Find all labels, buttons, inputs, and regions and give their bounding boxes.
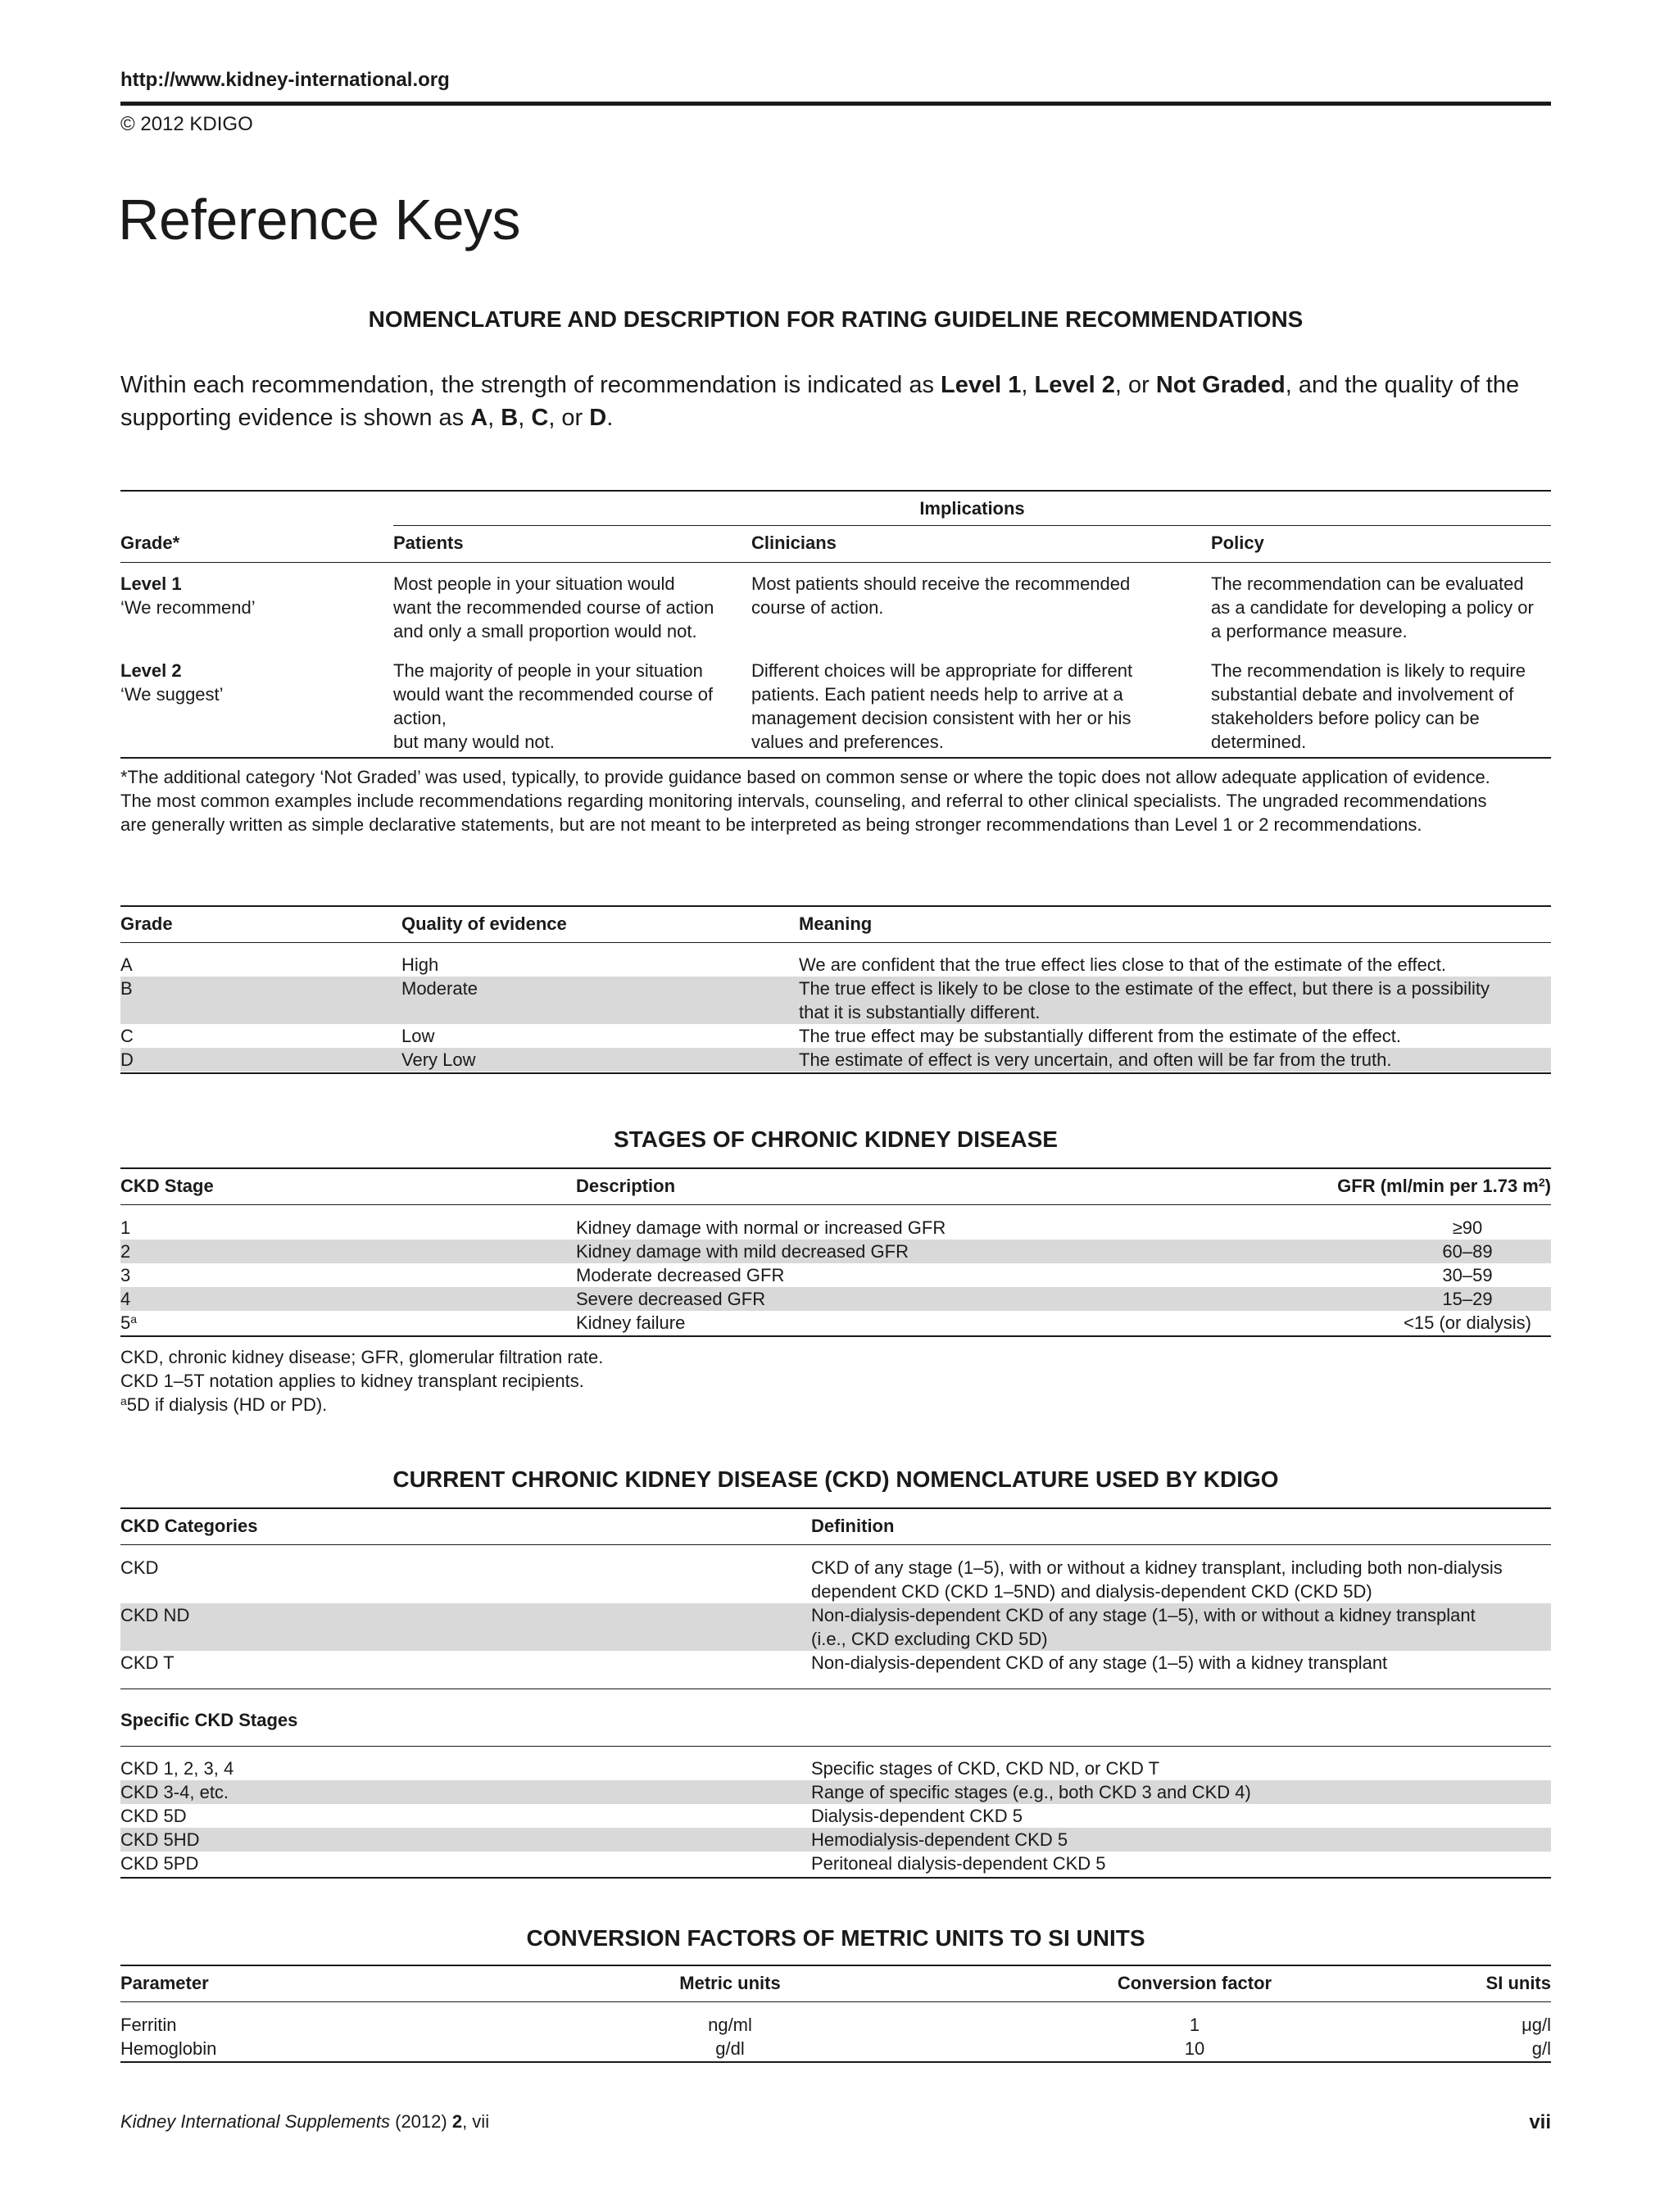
note-line: $^a$5D if dialysis (HD or PD). — [120, 1394, 328, 1415]
stage-gfr: 30–59 — [1442, 1265, 1493, 1285]
parameter-name: Hemoglobin — [120, 2038, 217, 2059]
conversion-section-title: CONVERSION FACTORS OF METRIC UNITS TO SI UNITS — [526, 1925, 1145, 1951]
grade-level: Level 1 — [120, 573, 182, 594]
ckd-stages-notes — [120, 1345, 1551, 1416]
cell-line: as a candidate for developing a policy or — [1211, 597, 1534, 618]
specific-stage: CKD 5HD — [120, 1829, 200, 1850]
cell-line: dependent CKD (CKD 1–5ND) and dialysis-dependent CKD (CKD 5D) — [811, 1581, 1372, 1602]
conversion-factor: 10 — [1184, 2038, 1205, 2059]
col-header-gfr: GFR (ml/min per 1.73 $m^2$) — [1337, 1176, 1551, 1196]
cell-line: course of action. — [751, 597, 884, 618]
table-rule — [120, 1965, 1551, 1966]
cell-line: The majority of people in your situation — [393, 660, 703, 681]
cell-line: patients. Each patient needs help to arrive at a — [751, 684, 1123, 705]
stage-number: 5$^a$ — [120, 1312, 138, 1333]
cell-line: CKD of any stage (1–5), with or without a kidney transplant, including both non-dialysis — [811, 1557, 1503, 1578]
col-header-quality: Quality of evidence — [401, 913, 567, 934]
table-rule — [120, 562, 1551, 563]
note-line: CKD 1–5T notation applies to kidney transplant recipients. — [120, 1371, 584, 1391]
col-header-si: SI units — [1485, 1973, 1551, 1993]
footnote-line: The most common examples include recommendations regarding monitoring intervals, counseling, and referral to other clinical specialists. The ungraded recommendations — [120, 791, 1487, 811]
stage-gfr: 15–29 — [1442, 1289, 1493, 1309]
cell-line: would want the recommended course of — [393, 684, 714, 705]
cell-line: determined. — [1211, 732, 1307, 752]
table-rule — [120, 1167, 1551, 1169]
evidence-grade: C — [120, 1026, 134, 1046]
page-title: Reference Keys — [118, 188, 521, 252]
specific-stage-definition: Dialysis-dependent CKD 5 — [811, 1806, 1023, 1826]
cell-line: (i.e., CKD excluding CKD 5D) — [811, 1629, 1048, 1649]
table-row — [120, 659, 224, 706]
evidence-quality: Moderate — [401, 978, 478, 999]
table-rule — [120, 490, 1551, 492]
note-line: CKD, chronic kidney disease; GFR, glomerular filtration rate. — [120, 1347, 604, 1367]
cell-line: want the recommended course of action — [393, 597, 714, 618]
table-rule — [120, 1204, 1551, 1205]
cell-line: but many would not. — [393, 732, 555, 752]
cell-line: that it is substantially different. — [799, 1002, 1041, 1022]
table-rule — [120, 1544, 1551, 1545]
col-header-clinicians: Clinicians — [751, 533, 837, 553]
policy-cell — [1211, 659, 1526, 754]
clinicians-cell — [751, 572, 1130, 619]
policy-cell — [1211, 572, 1534, 643]
nomenclature-table — [120, 1507, 1551, 1880]
implications-table — [120, 490, 1551, 760]
specific-stage: CKD 3-4, etc. — [120, 1782, 229, 1802]
category-name: CKD ND — [120, 1605, 190, 1625]
table-rule — [120, 942, 1551, 943]
col-header-meaning: Meaning — [799, 913, 873, 934]
category-name: CKD T — [120, 1652, 175, 1673]
footnote-line: *The additional category ‘Not Graded’ was used, typically, to provide guidance based on common sense or where the topic does not allow adequate application of evidence. — [120, 767, 1490, 787]
table-rule — [120, 1335, 1551, 1337]
evidence-meaning: We are confident that the true effect lies close to that of the estimate of the effect. — [799, 954, 1447, 975]
cell-line: a performance measure. — [1211, 621, 1408, 641]
evidence-quality: Very Low — [401, 1049, 476, 1070]
category-definition — [811, 1556, 1503, 1603]
stage-number: 2 — [120, 1241, 131, 1262]
grade-wording: ‘We recommend’ — [120, 597, 256, 618]
col-header-description: Description — [576, 1176, 676, 1196]
col-header-grade: Grade* — [120, 533, 180, 553]
col-header-stage: CKD Stage — [120, 1176, 214, 1196]
specific-stage: CKD 5PD — [120, 1853, 199, 1874]
col-header-definition: Definition — [811, 1516, 895, 1536]
stage-description: Kidney damage with normal or increased GFR — [576, 1217, 946, 1238]
row-shade — [120, 1287, 1551, 1311]
cell-line: The recommendation is likely to require — [1211, 660, 1526, 681]
footer-page-number: vii — [1529, 2111, 1551, 2133]
table-rule — [120, 2001, 1551, 2002]
metric-unit: g/dl — [715, 2038, 745, 2059]
conversion-table — [120, 1965, 1551, 2063]
table-rule — [120, 905, 1551, 907]
stage-gfr: 60–89 — [1442, 1241, 1493, 1262]
evidence-table — [120, 905, 1551, 1077]
stage-number: 1 — [120, 1217, 131, 1238]
evidence-meaning: The true effect may be substantially different from the estimate of the effect. — [799, 1026, 1401, 1046]
col-header-parameter: Parameter — [120, 1973, 209, 1993]
evidence-quality: High — [401, 954, 439, 975]
nomenclature-section-title: CURRENT CHRONIC KIDNEY DISEASE (CKD) NOMENCLATURE USED BY KDIGO — [392, 1466, 1279, 1492]
stage-description: Severe decreased GFR — [576, 1289, 766, 1309]
cell-line: stakeholders before policy can be — [1211, 708, 1480, 728]
cell-line: Non-dialysis-dependent CKD of any stage (1–5), with or without a kidney transplant — [811, 1605, 1476, 1625]
stage-description: Kidney failure — [576, 1312, 686, 1333]
footer-citation: Kidney International Supplements (2012) 2, vii — [120, 2111, 490, 2132]
col-header-patients: Patients — [393, 533, 464, 553]
implications-group-header: Implications — [919, 498, 1025, 519]
clinicians-cell — [751, 659, 1132, 754]
parameter-name: Ferritin — [120, 2015, 177, 2035]
category-name: CKD — [120, 1557, 159, 1578]
evidence-meaning — [799, 977, 1490, 1024]
header-rule — [120, 102, 1551, 106]
col-header-grade: Grade — [120, 913, 173, 934]
specific-stages-header: Specific CKD Stages — [120, 1710, 298, 1730]
specific-stage-definition: Range of specific stages (e.g., both CKD 3 and CKD 4) — [811, 1782, 1251, 1802]
stage-gfr: ≥90 — [1452, 1217, 1483, 1238]
specific-stage-definition: Specific stages of CKD, CKD ND, or CKD T — [811, 1758, 1160, 1779]
patients-cell — [393, 572, 714, 643]
table-rule — [120, 1507, 1551, 1509]
patients-cell — [393, 659, 713, 754]
cell-line: substantial debate and involvement of — [1211, 684, 1514, 705]
specific-stage: CKD 1, 2, 3, 4 — [120, 1758, 234, 1779]
table-row — [120, 572, 256, 619]
grade-wording: ‘We suggest’ — [120, 684, 224, 705]
cell-line: Most patients should receive the recommended — [751, 573, 1131, 594]
stage-description: Kidney damage with mild decreased GFR — [576, 1241, 909, 1262]
evidence-meaning: The estimate of effect is very uncertain, and often will be far from the truth. — [799, 1049, 1392, 1070]
specific-stage: CKD 5D — [120, 1806, 187, 1826]
evidence-grade: B — [120, 978, 133, 999]
stage-number: 4 — [120, 1289, 131, 1309]
col-header-policy: Policy — [1211, 533, 1264, 553]
stage-gfr: <15 (or dialysis) — [1404, 1312, 1531, 1333]
cell-line: and only a small proportion would not. — [393, 621, 697, 641]
table-rule — [120, 1877, 1551, 1879]
cell-line: The recommendation can be evaluated — [1211, 573, 1524, 594]
grade-level: Level 2 — [120, 660, 182, 681]
table-rule — [120, 2061, 1551, 2063]
si-unit: μg/l — [1522, 2015, 1551, 2035]
evidence-quality: Low — [401, 1026, 435, 1046]
col-header-category: CKD Categories — [120, 1516, 258, 1536]
cell-line: Different choices will be appropriate for different — [751, 660, 1133, 681]
stage-number: 3 — [120, 1265, 131, 1285]
cell-line: Most people in your situation would — [393, 573, 675, 594]
table-rule — [393, 525, 1551, 526]
specific-stage-definition: Hemodialysis-dependent CKD 5 — [811, 1829, 1068, 1850]
table-rule — [120, 1746, 1551, 1747]
conversion-factor: 1 — [1189, 2015, 1200, 2035]
intro-paragraph: Within each recommendation, the strength of recommendation is indicated as Level 1, Level 2, or Not Graded, and the quality of the supporting evidence is shown as A, B, C, or D. — [120, 372, 1520, 431]
col-header-factor: Conversion factor — [1117, 1973, 1272, 1993]
table-rule — [120, 1688, 1551, 1689]
cell-line: management decision consistent with her or his — [751, 708, 1132, 728]
header-copyright: © 2012 KDIGO — [120, 113, 253, 135]
category-definition — [811, 1603, 1476, 1651]
grading-section-title: NOMENCLATURE AND DESCRIPTION FOR RATING GUIDELINE RECOMMENDATIONS — [368, 306, 1304, 332]
cell-line: values and preferences. — [751, 732, 944, 752]
header-url[interactable]: http://www.kidney-international.org — [120, 69, 450, 91]
footnote-line: are generally written as simple declarative statements, but are not meant to be interpreted as being stronger recommendations than Level 1 or 2 recommendations. — [120, 814, 1422, 835]
si-unit: g/l — [1531, 2038, 1551, 2059]
implications-footnote — [120, 765, 1551, 836]
table-rule — [120, 1072, 1551, 1074]
col-header-metric: Metric units — [679, 1973, 781, 1993]
cell-line: action, — [393, 708, 447, 728]
specific-stage-definition: Peritoneal dialysis-dependent CKD 5 — [811, 1853, 1106, 1874]
ckd-stages-section-title: STAGES OF CHRONIC KIDNEY DISEASE — [614, 1126, 1058, 1152]
table-rule — [120, 757, 1551, 759]
evidence-grade: D — [120, 1049, 134, 1070]
stage-description: Moderate decreased GFR — [576, 1265, 785, 1285]
metric-unit: ng/ml — [708, 2015, 752, 2035]
evidence-grade: A — [120, 954, 133, 975]
ckd-stages-table — [120, 1167, 1551, 1339]
category-definition: Non-dialysis-dependent CKD of any stage (1–5) with a kidney transplant — [811, 1652, 1388, 1673]
cell-line: The true effect is likely to be close to the estimate of the effect, but there is a possibility — [799, 978, 1490, 999]
